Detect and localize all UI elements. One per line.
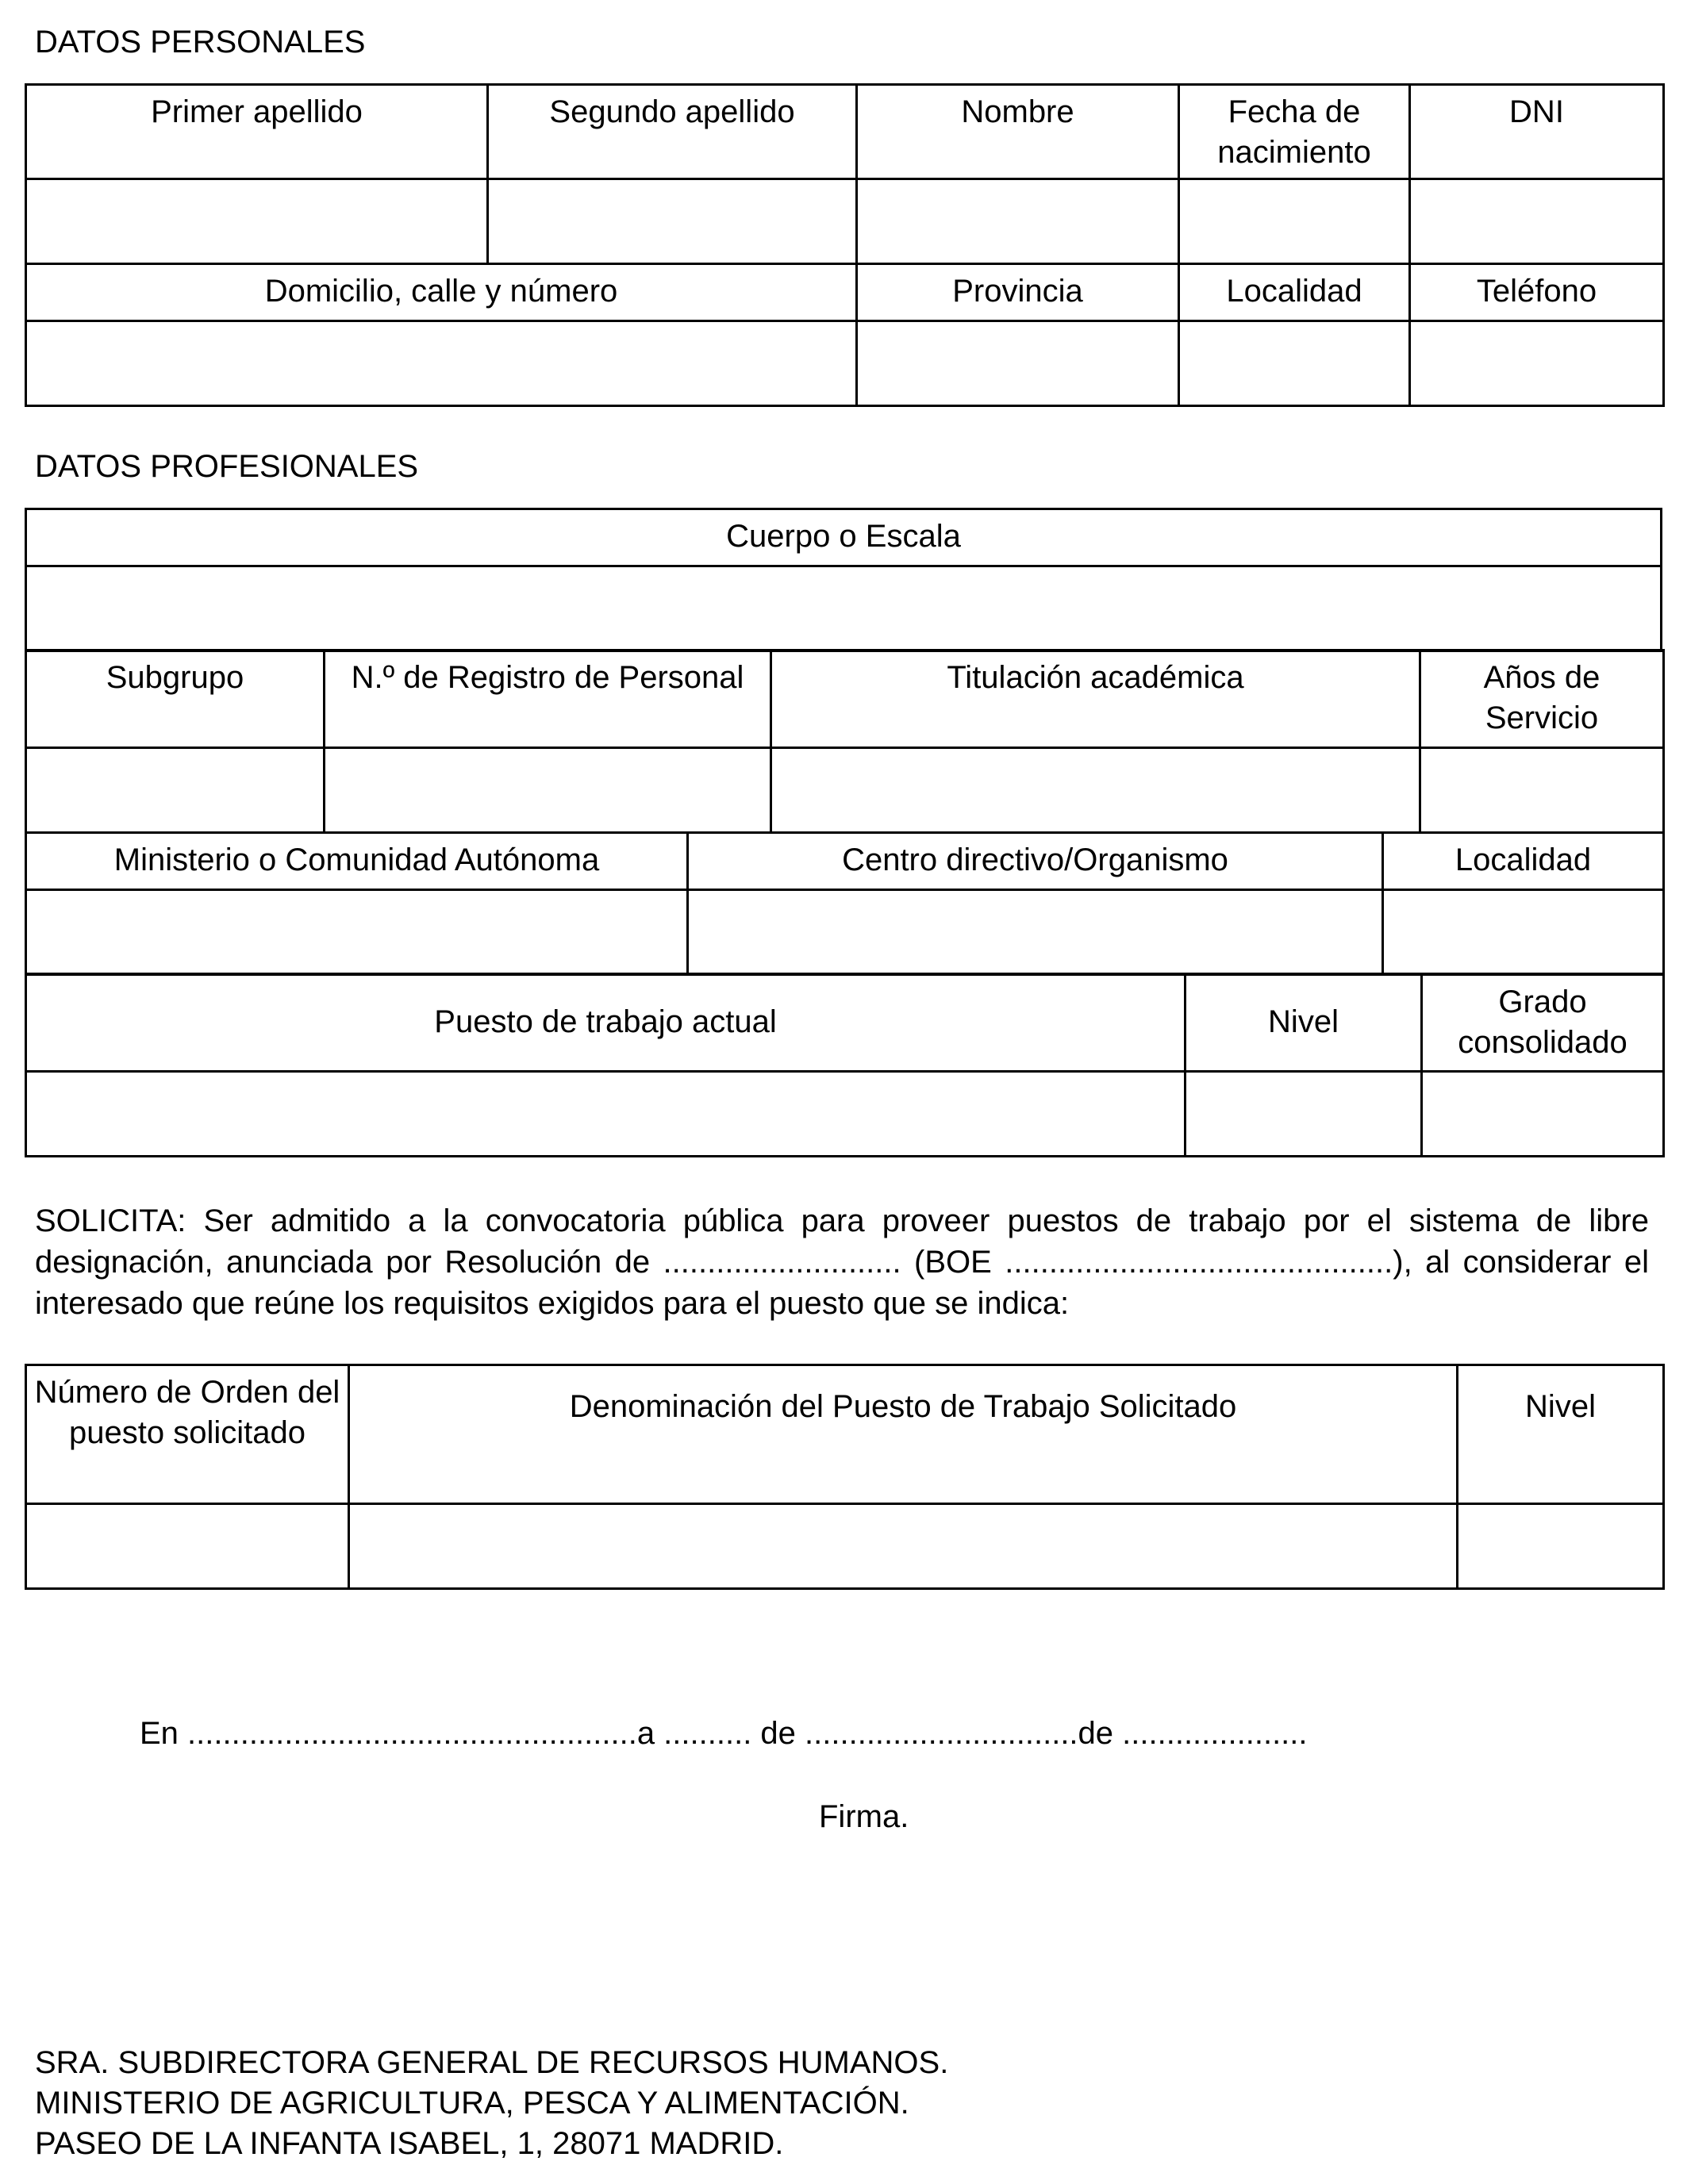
header-denominacion-puesto: Denominación del Puesto de Trabajo Solicitado [349, 1365, 1458, 1504]
professional-puesto-table [25, 973, 1665, 1157]
header-anos-servicio: Años de Servicio [1420, 651, 1664, 748]
personal-section-title: DATOS PERSONALES [35, 25, 366, 59]
personal-data-table [25, 83, 1665, 407]
header-cuerpo-escala: Cuerpo o Escala [26, 509, 1662, 566]
place-date-line[interactable]: En ...................................................a .......... de ...............................de ..................... [140, 1716, 1308, 1751]
field-subgrupo[interactable] [26, 748, 325, 833]
field-domicilio[interactable] [26, 321, 857, 406]
field-localidad-profesional[interactable] [1383, 890, 1664, 975]
header-subgrupo: Subgrupo [26, 651, 325, 748]
header-ministerio: Ministerio o Comunidad Autónoma [26, 833, 688, 890]
professional-section-title: DATOS PROFESIONALES [35, 449, 419, 484]
field-centro-directivo[interactable] [688, 890, 1383, 975]
professional-ministerio-table [25, 831, 1665, 976]
header-provincia: Provincia [857, 264, 1179, 321]
field-registro-personal[interactable] [325, 748, 771, 833]
header-puesto-actual: Puesto de trabajo actual [26, 974, 1186, 1072]
field-numero-orden[interactable] [26, 1504, 349, 1589]
field-ministerio[interactable] [26, 890, 688, 975]
field-cuerpo-escala[interactable] [26, 566, 1662, 651]
header-centro-directivo: Centro directivo/Organismo [688, 833, 1383, 890]
header-nivel-solicitado: Nivel [1458, 1365, 1664, 1504]
header-telefono: Teléfono [1410, 264, 1664, 321]
header-fecha-nacimiento: Fecha de nacimiento [1179, 85, 1410, 179]
field-dni[interactable] [1410, 179, 1664, 264]
addressee-line-ministry: MINISTERIO DE AGRICULTURA, PESCA Y ALIMENTACIÓN. [35, 2086, 909, 2121]
header-nombre: Nombre [857, 85, 1179, 179]
solicita-paragraph: SOLICITA: Ser admitido a la convocatoria pública para proveer puestos de trabajo por el sistema de libre designación, anunciada por Resolución de ........................... (BOE ............................................), al considerar el interesado que reúne los requisitos exigidos para el puesto que se indica: [35, 1203, 1649, 1321]
field-provincia[interactable] [857, 321, 1179, 406]
field-primer-apellido[interactable] [26, 179, 488, 264]
field-segundo-apellido[interactable] [488, 179, 857, 264]
field-fecha-nacimiento[interactable] [1179, 179, 1410, 264]
header-numero-orden: Número de Orden del puesto solicitado [26, 1365, 349, 1504]
field-puesto-actual[interactable] [26, 1072, 1186, 1157]
field-nombre[interactable] [857, 179, 1179, 264]
field-anos-servicio[interactable] [1420, 748, 1664, 833]
field-denominacion-puesto[interactable] [349, 1504, 1458, 1589]
field-nivel[interactable] [1186, 1072, 1422, 1157]
field-nivel-solicitado[interactable] [1458, 1504, 1664, 1589]
professional-subgrupo-table [25, 649, 1665, 834]
header-primer-apellido: Primer apellido [26, 85, 488, 179]
field-grado-consolidado[interactable] [1422, 1072, 1664, 1157]
header-registro-personal: N.º de Registro de Personal [325, 651, 771, 748]
header-segundo-apellido: Segundo apellido [488, 85, 857, 179]
requested-position-table [25, 1364, 1665, 1590]
field-titulacion[interactable] [771, 748, 1420, 833]
addressee-line-recipient: SRA. SUBDIRECTORA GENERAL DE RECURSOS HUMANOS. [35, 2045, 949, 2080]
header-nivel: Nivel [1186, 974, 1422, 1072]
field-localidad[interactable] [1179, 321, 1410, 406]
addressee-line-address: PASEO DE LA INFANTA ISABEL, 1, 28071 MADRID. [35, 2126, 784, 2161]
header-titulacion: Titulación académica [771, 651, 1420, 748]
header-dni: DNI [1410, 85, 1664, 179]
header-grado-consolidado: Grado consolidado [1422, 974, 1664, 1072]
header-localidad: Localidad [1179, 264, 1410, 321]
professional-cuerpo-table [25, 508, 1662, 652]
addressee-block [35, 2043, 948, 2164]
header-localidad-profesional: Localidad [1383, 833, 1664, 890]
field-telefono[interactable] [1410, 321, 1664, 406]
header-domicilio: Domicilio, calle y número [26, 264, 857, 321]
signature-label: Firma. [819, 1799, 909, 1834]
